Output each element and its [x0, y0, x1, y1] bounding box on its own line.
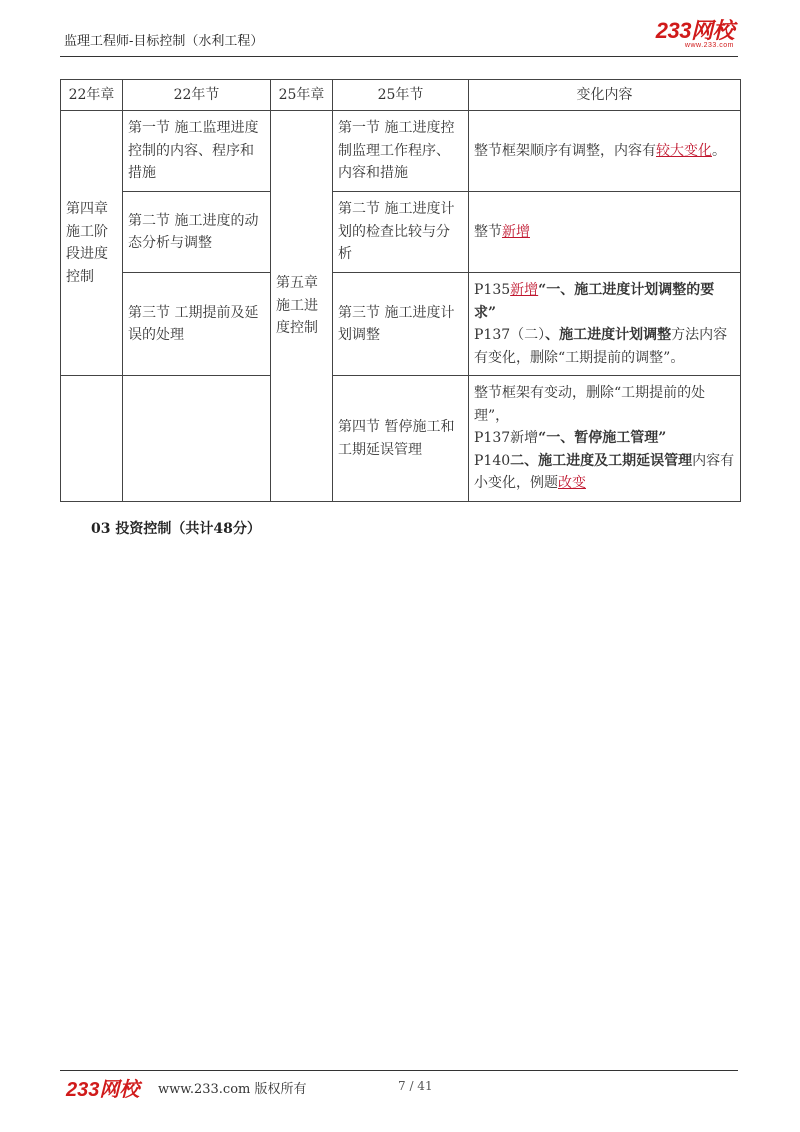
header-divider — [60, 56, 738, 57]
page-number: 7 / 41 — [398, 1079, 433, 1093]
col-header: 22年节 — [123, 80, 271, 111]
brand-logo-url: www.233.com — [684, 42, 734, 49]
brand-logo — [656, 20, 734, 49]
change-text: P135 — [474, 282, 511, 298]
table-header-row — [61, 80, 741, 111]
chapter-22-cell — [61, 376, 123, 502]
change-text: 方法内容有变化，删除“工期提前的调整”。 — [474, 327, 728, 366]
change-text: 整节框架有变动，删除“工期提前的处理”， — [474, 385, 706, 424]
footer-copyright: www.233.com 版权所有 — [158, 1082, 307, 1097]
change-text: 整节框架顺序有调整，内容有 — [474, 142, 656, 159]
section-22-cell: 第二节 施工进度的动态分析与调整 — [123, 192, 271, 273]
change-highlight: 改变 — [558, 475, 586, 492]
change-cell — [469, 376, 741, 502]
header-title: 监理工程师-目标控制（水利工程） — [64, 34, 264, 49]
change-bold: 、施工进度计划调整 — [545, 327, 672, 343]
col-header: 25年节 — [333, 80, 469, 111]
change-bold: 二、施工进度及工期延误管理 — [510, 452, 693, 469]
col-header: 22年章 — [61, 80, 123, 111]
table-row — [61, 273, 741, 376]
section-25-cell: 第四节 暂停施工和工期延误管理 — [333, 376, 469, 502]
brand-logo-text: 233网校 — [655, 18, 734, 43]
section-22-cell — [123, 376, 271, 502]
change-highlight: 新增 — [502, 223, 530, 240]
chapter-22-cell: 第四章施工阶段进度控制 — [61, 111, 123, 376]
section-25-cell: 第三节 施工进度计划调整 — [333, 273, 469, 376]
table-row — [61, 111, 741, 192]
section-22-cell: 第三节 工期提前及延误的处理 — [123, 273, 271, 376]
change-text: P137（二） — [474, 327, 546, 343]
table-row — [61, 192, 741, 273]
change-text: 整节 — [474, 223, 502, 240]
change-bold: “一、施工进度计划调整的要求” — [474, 282, 715, 321]
change-highlight: 较大变化 — [656, 142, 712, 159]
footer-divider — [60, 1070, 738, 1071]
change-highlight: 新增 — [510, 282, 539, 298]
change-text: P140 — [474, 452, 511, 469]
section-heading: 03 投资控制（共计48分） — [91, 521, 261, 537]
section-25-cell: 第一节 施工进度控制监理工作程序、内容和措施 — [333, 111, 469, 192]
change-cell — [469, 192, 741, 273]
table-row — [61, 376, 741, 502]
change-text: 内容有小变化，例题 — [474, 452, 735, 492]
col-header: 变化内容 — [469, 80, 741, 111]
chapter-comparison-table — [60, 79, 741, 502]
change-cell — [469, 111, 741, 192]
change-text: P137新增 — [474, 430, 539, 447]
change-bold: “一、暂停施工管理” — [538, 430, 667, 447]
change-text: 。 — [712, 142, 726, 159]
col-header: 25年章 — [271, 80, 333, 111]
chapter-25-cell: 第五章施工进度控制 — [271, 111, 333, 502]
change-cell — [469, 273, 741, 376]
section-22-cell: 第一节 施工监理进度控制的内容、程序和措施 — [123, 111, 271, 192]
section-25-cell: 第二节 施工进度计划的检查比较与分析 — [333, 192, 469, 273]
footer-logo: 233网校 — [66, 1079, 140, 1101]
